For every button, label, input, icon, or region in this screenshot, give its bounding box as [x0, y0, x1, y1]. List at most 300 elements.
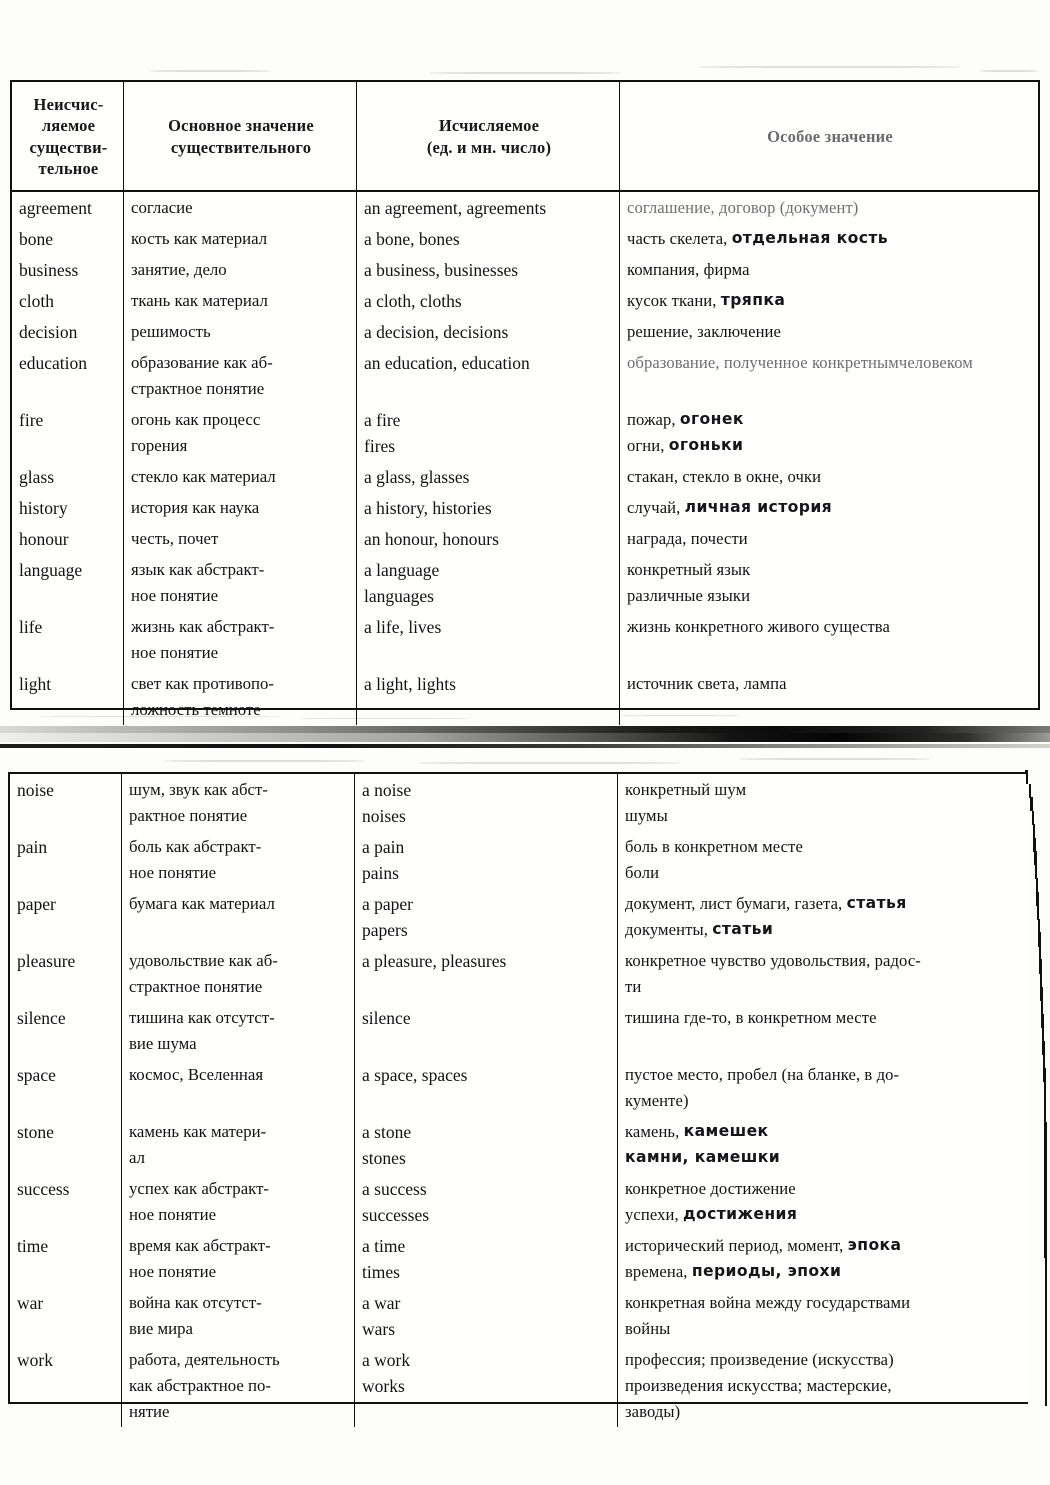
text-line: light — [19, 674, 52, 694]
text-line: камень как матери- — [129, 1122, 267, 1141]
text-line: a success — [362, 1179, 427, 1199]
text-line: fires — [364, 436, 396, 456]
table-header-row — [12, 82, 1038, 192]
header-line: существи- — [29, 137, 108, 157]
cell-countable-forms — [357, 223, 620, 254]
cell-uncountable-noun — [12, 192, 124, 223]
printed-text: конкретное чувство удовольствия, радос- — [625, 951, 921, 970]
text-line — [625, 860, 1023, 886]
table-row — [12, 523, 1038, 554]
text-line: paper — [17, 894, 56, 914]
text-line: время как абстракт- — [129, 1236, 271, 1255]
cell-uncountable-noun — [10, 1002, 122, 1059]
cell-uncountable-noun — [10, 1287, 122, 1344]
printed-text: огни, — [627, 436, 669, 455]
cell-special-meaning — [618, 1344, 1028, 1427]
cell-uncountable-noun — [10, 945, 122, 1002]
printed-text: ти — [625, 977, 642, 996]
table-row — [10, 774, 1028, 831]
text-line: a time — [362, 1236, 406, 1256]
cell-uncountable-noun — [12, 554, 124, 611]
printed-text: случай, — [627, 498, 685, 517]
table-row — [12, 347, 1038, 404]
text-line — [625, 917, 1023, 943]
faded-text: соглашение, договор (документ) — [627, 198, 859, 217]
text-line: ное понятие — [129, 1205, 217, 1224]
cell-main-meaning — [124, 316, 357, 347]
printed-text: войны — [625, 1319, 671, 1338]
table-row — [12, 223, 1038, 254]
text-line: noises — [362, 806, 406, 826]
text-line: a pleasure, pleasures — [362, 951, 507, 971]
cell-countable-forms — [355, 1116, 618, 1173]
text-line: stone — [17, 1122, 54, 1142]
text-line: удовольствие как аб- — [129, 951, 278, 970]
printed-text: боль в конкретном месте — [625, 837, 803, 856]
printed-text: различные языки — [627, 586, 751, 605]
text-line: бумага как материал — [129, 894, 275, 913]
cell-uncountable-noun — [10, 774, 122, 831]
text-line: fire — [19, 410, 44, 430]
cell-countable-forms — [357, 347, 620, 404]
printed-text: конкретная война между государствами — [625, 1293, 911, 1312]
cell-main-meaning — [124, 611, 357, 668]
cell-special-meaning — [620, 254, 1038, 285]
text-line — [627, 319, 1033, 345]
cell-special-meaning — [618, 1059, 1028, 1116]
table-row — [10, 1344, 1028, 1427]
cell-uncountable-noun — [10, 888, 122, 945]
text-line: решимость — [131, 322, 211, 341]
printed-text: компания, фирма — [627, 260, 750, 279]
text-line: work — [17, 1350, 53, 1370]
cell-countable-forms — [357, 254, 620, 285]
text-line: pain — [17, 837, 48, 857]
text-line: languages — [364, 586, 434, 606]
printed-text: жизнь конкретного живого существа — [627, 617, 890, 636]
text-line — [627, 495, 1033, 521]
cell-main-meaning — [122, 1344, 355, 1427]
cell-uncountable-noun — [12, 611, 124, 668]
cell-countable-forms — [355, 1230, 618, 1287]
handwritten-annotation: отдельная кость — [731, 229, 889, 248]
text-line: боль как абстракт- — [129, 837, 262, 856]
table-row — [10, 831, 1028, 888]
text-line: согласие — [131, 198, 193, 217]
text-line: война как отсутст- — [129, 1293, 262, 1312]
cell-special-meaning — [618, 1287, 1028, 1344]
text-line: a war — [362, 1293, 401, 1313]
printed-text: заводы) — [625, 1402, 681, 1421]
cell-main-meaning — [124, 404, 357, 461]
printed-text: кументе) — [625, 1091, 689, 1110]
handwritten-annotation: камешек — [683, 1122, 769, 1141]
text-line: ное понятие — [131, 586, 219, 605]
text-line: decision — [19, 322, 78, 342]
text-line: рактное понятие — [129, 806, 248, 825]
text-line — [625, 1176, 1023, 1202]
text-line: honour — [19, 529, 69, 549]
cell-countable-forms — [357, 316, 620, 347]
text-line: a language — [364, 560, 440, 580]
handwritten-annotation: камни, — [625, 1148, 695, 1167]
handwritten-annotation: эпока — [847, 1236, 902, 1255]
printed-text: часть скелета, — [627, 229, 732, 248]
text-line: an agreement, agreements — [364, 198, 547, 218]
text-line: papers — [362, 920, 408, 940]
cell-main-meaning — [124, 223, 357, 254]
text-line — [627, 350, 1033, 376]
text-line — [627, 226, 1033, 252]
cell-countable-forms — [355, 945, 618, 1002]
printed-text: успехи, — [625, 1205, 683, 1224]
cell-countable-forms — [357, 523, 620, 554]
cell-special-meaning — [618, 774, 1028, 831]
text-line — [625, 777, 1023, 803]
text-line: silence — [17, 1008, 66, 1028]
printed-text: источник света, лампа — [627, 674, 787, 693]
text-line: a light, lights — [364, 674, 456, 694]
table-row — [12, 316, 1038, 347]
handwritten-annotation: достижения — [682, 1205, 798, 1224]
text-line: занятие, дело — [131, 260, 227, 279]
table-row — [12, 192, 1038, 223]
cell-countable-forms — [357, 611, 620, 668]
uncountable-nouns-table-part2 — [8, 772, 1028, 1421]
printed-text: пожар, — [627, 410, 680, 429]
cell-main-meaning — [122, 1002, 355, 1059]
cell-countable-forms — [357, 554, 620, 611]
scan-artifact — [150, 70, 270, 72]
text-line: noise — [17, 780, 54, 800]
printed-text: камень, — [625, 1122, 684, 1141]
cell-main-meaning — [122, 945, 355, 1002]
header-cell-main-meaning — [124, 82, 357, 190]
text-line: life — [19, 617, 43, 637]
printed-text: решение, заключение — [627, 322, 781, 341]
cell-countable-forms — [357, 192, 620, 223]
scan-artifact — [430, 72, 620, 74]
cell-special-meaning — [618, 1116, 1028, 1173]
table-row — [10, 1230, 1028, 1287]
text-line: times — [362, 1262, 400, 1282]
text-line — [627, 433, 1033, 459]
text-line — [625, 1145, 1023, 1171]
cell-main-meaning — [124, 285, 357, 316]
text-line: тишина как отсутст- — [129, 1008, 275, 1027]
text-line — [625, 974, 1023, 1000]
text-line: вие мира — [129, 1319, 193, 1338]
text-line: a bone, bones — [364, 229, 460, 249]
text-line: silence — [362, 1008, 411, 1028]
text-line — [627, 257, 1033, 283]
cell-main-meaning — [122, 1230, 355, 1287]
cell-main-meaning — [122, 774, 355, 831]
handwritten-annotation: статья — [846, 894, 907, 913]
cell-main-meaning — [124, 523, 357, 554]
handwritten-annotation: огоньки — [668, 436, 744, 455]
printed-text: награда, почести — [627, 529, 748, 548]
table-row — [10, 1287, 1028, 1344]
text-line — [625, 1347, 1023, 1373]
text-line: a history, histories — [364, 498, 492, 518]
text-line: страктное понятие — [131, 379, 265, 398]
cell-special-meaning — [620, 404, 1038, 461]
cell-main-meaning — [122, 1287, 355, 1344]
text-line: bone — [19, 229, 54, 249]
text-line: works — [362, 1376, 405, 1396]
text-line: a stone — [362, 1122, 412, 1142]
faded-text: человеком — [898, 353, 973, 372]
cell-special-meaning — [620, 523, 1038, 554]
cell-uncountable-noun — [12, 254, 124, 285]
cell-special-meaning — [620, 461, 1038, 492]
text-line: cloth — [19, 291, 54, 311]
cell-special-meaning — [620, 316, 1038, 347]
text-line — [625, 1399, 1023, 1425]
cell-main-meaning — [124, 461, 357, 492]
text-line — [627, 526, 1033, 552]
header-line: Исчисляемое — [438, 116, 540, 136]
text-line: successes — [362, 1205, 430, 1225]
cell-uncountable-noun — [12, 223, 124, 254]
text-line: a paper — [362, 894, 414, 914]
table2-right-border — [1025, 770, 1047, 1406]
printed-text: стакан, стекло в окне, очки — [627, 467, 822, 486]
handwritten-annotation: тряпка — [720, 291, 786, 310]
text-line: a glass, glasses — [364, 467, 470, 487]
text-line — [625, 834, 1023, 860]
text-line — [627, 288, 1033, 314]
header-line: (ед. и мн. число) — [426, 137, 552, 157]
text-line: language — [19, 560, 83, 580]
cell-uncountable-noun — [12, 285, 124, 316]
scan-artifact — [700, 66, 960, 68]
cell-special-meaning — [618, 945, 1028, 1002]
text-line: горения — [131, 436, 188, 455]
text-line — [625, 1233, 1023, 1259]
printed-text: времена, — [625, 1262, 692, 1281]
table-row — [12, 492, 1038, 523]
printed-text: конкретное достижение — [625, 1179, 796, 1198]
text-line — [627, 195, 1033, 221]
cell-main-meaning — [124, 192, 357, 223]
handwritten-annotation: камешки — [694, 1148, 781, 1167]
scan-edge-shadow-band — [0, 712, 1050, 750]
cell-uncountable-noun — [12, 492, 124, 523]
text-line — [627, 583, 1033, 609]
header-line: Основное значение — [168, 116, 314, 136]
header-line: ляемое — [41, 116, 96, 136]
header-line: Неисчис- — [33, 94, 104, 114]
header-line: тельное — [38, 158, 99, 178]
cell-uncountable-noun — [10, 1230, 122, 1287]
text-line: pains — [362, 863, 399, 883]
printed-text: кусок ткани, — [627, 291, 721, 310]
text-line — [625, 1062, 1023, 1088]
text-line: вие шума — [129, 1034, 197, 1053]
text-line: a life, lives — [364, 617, 442, 637]
text-line: business — [19, 260, 79, 280]
text-line: ложность темноте — [131, 700, 261, 719]
cell-countable-forms — [355, 774, 618, 831]
text-line — [627, 464, 1033, 490]
printed-text: тишина где-то, в конкретном месте — [625, 1008, 877, 1027]
text-line: ткань как материал — [131, 291, 268, 310]
cell-special-meaning — [620, 554, 1038, 611]
printed-text: профессия; произведение (искусства) — [625, 1350, 894, 1369]
text-line: жизнь как абстракт- — [131, 617, 275, 636]
text-line: stones — [362, 1148, 406, 1168]
cell-uncountable-noun — [12, 347, 124, 404]
text-line: кость как материал — [131, 229, 268, 248]
cell-countable-forms — [357, 461, 620, 492]
cell-special-meaning — [618, 1173, 1028, 1230]
handwritten-annotation: статьи — [712, 920, 774, 939]
text-line: история как наука — [131, 498, 260, 517]
printed-text: документ, лист бумаги, газета, — [625, 894, 847, 913]
text-line: язык как абстракт- — [131, 560, 265, 579]
table-row — [12, 254, 1038, 285]
text-line: education — [19, 353, 88, 373]
table-row — [10, 1116, 1028, 1173]
printed-text: пустое место, пробел (на бланке, в до- — [625, 1065, 900, 1084]
cell-uncountable-noun — [10, 831, 122, 888]
text-line: страктное понятие — [129, 977, 263, 996]
cell-special-meaning — [618, 1230, 1028, 1287]
cell-uncountable-noun — [12, 404, 124, 461]
text-line: шум, звук как абст- — [129, 780, 268, 799]
text-line: agreement — [19, 198, 92, 218]
text-line: ал — [129, 1148, 145, 1167]
header-cell-special-meaning — [620, 82, 1038, 190]
text-line: war — [17, 1293, 44, 1313]
text-line: a noise — [362, 780, 412, 800]
text-line — [625, 1119, 1023, 1145]
cell-countable-forms — [357, 285, 620, 316]
text-line — [625, 1373, 1023, 1399]
cell-uncountable-noun — [10, 1344, 122, 1427]
cell-main-meaning — [124, 254, 357, 285]
printed-text: конкретный шум — [625, 780, 747, 799]
uncountable-nouns-table-part1 — [10, 80, 1040, 719]
cell-special-meaning — [618, 1002, 1028, 1059]
cell-uncountable-noun — [10, 1116, 122, 1173]
text-line: a decision, decisions — [364, 322, 509, 342]
printed-text: произведения искусства; мастерские, — [625, 1376, 892, 1395]
text-line — [625, 1316, 1023, 1342]
text-line: a fire — [364, 410, 401, 430]
text-line: честь, почет — [131, 529, 219, 548]
handwritten-annotation: периоды, эпохи — [691, 1262, 842, 1281]
cell-countable-forms — [355, 888, 618, 945]
header-cell-countable — [357, 82, 620, 190]
table-body-part1 — [12, 192, 1038, 725]
text-line — [625, 1259, 1023, 1285]
text-line: нятие — [129, 1402, 170, 1421]
cell-special-meaning — [620, 192, 1038, 223]
text-line: an education, education — [364, 353, 530, 373]
text-line: a space, spaces — [362, 1065, 468, 1085]
printed-text: документы, — [625, 920, 713, 939]
text-line: history — [19, 498, 68, 518]
text-line: образование как аб- — [131, 353, 273, 372]
printed-text: боли — [625, 863, 660, 882]
table-row — [12, 611, 1038, 668]
faded-text: образование, полученное конкретным — [627, 353, 899, 372]
header-line: существительного — [170, 137, 312, 157]
text-line: успех как абстракт- — [129, 1179, 269, 1198]
text-line — [625, 803, 1023, 829]
table-row — [10, 888, 1028, 945]
printed-text: исторический период, момент, — [625, 1236, 848, 1255]
cell-main-meaning — [124, 492, 357, 523]
text-line — [625, 1088, 1023, 1114]
text-line — [625, 948, 1023, 974]
cell-special-meaning — [620, 611, 1038, 668]
text-line — [627, 671, 1033, 697]
cell-countable-forms — [355, 1002, 618, 1059]
text-line: свет как противопо- — [131, 674, 274, 693]
text-line: a cloth, cloths — [364, 291, 462, 311]
cell-special-meaning — [620, 492, 1038, 523]
table-row — [12, 404, 1038, 461]
header-line: Особое значение — [767, 126, 893, 146]
text-line — [627, 614, 1033, 640]
cell-special-meaning — [620, 285, 1038, 316]
cell-main-meaning — [122, 888, 355, 945]
cell-countable-forms — [355, 831, 618, 888]
cell-uncountable-noun — [10, 1059, 122, 1116]
table-row — [10, 1173, 1028, 1230]
text-line: time — [17, 1236, 49, 1256]
text-line — [627, 557, 1033, 583]
text-line: a business, businesses — [364, 260, 519, 280]
header-cell-uncountable-noun — [12, 82, 124, 190]
text-line — [625, 1290, 1023, 1316]
cell-countable-forms — [357, 492, 620, 523]
text-line: space — [17, 1065, 56, 1085]
text-line: pleasure — [17, 951, 76, 971]
table-row — [10, 1002, 1028, 1059]
cell-countable-forms — [357, 404, 620, 461]
text-line: success — [17, 1179, 70, 1199]
cell-main-meaning — [124, 554, 357, 611]
cell-countable-forms — [355, 1059, 618, 1116]
printed-text: конкретный язык — [627, 560, 751, 579]
cell-special-meaning — [620, 223, 1038, 254]
table-row — [12, 285, 1038, 316]
cell-uncountable-noun — [12, 316, 124, 347]
text-line: glass — [19, 467, 54, 487]
cell-special-meaning — [618, 888, 1028, 945]
cell-main-meaning — [124, 347, 357, 404]
text-line: an honour, honours — [364, 529, 499, 549]
scan-artifact — [420, 762, 680, 764]
text-line: ное понятие — [131, 643, 219, 662]
table-body-part2 — [10, 774, 1028, 1427]
cell-main-meaning — [122, 1173, 355, 1230]
text-line: работа, деятельность — [129, 1350, 280, 1369]
cell-countable-forms — [355, 1287, 618, 1344]
scan-artifact — [740, 758, 930, 760]
text-line — [625, 1202, 1023, 1228]
text-line: ное понятие — [129, 863, 217, 882]
text-line: a work — [362, 1350, 411, 1370]
cell-main-meaning — [122, 1059, 355, 1116]
cell-main-meaning — [122, 831, 355, 888]
text-line: как абстрактное по- — [129, 1376, 271, 1395]
